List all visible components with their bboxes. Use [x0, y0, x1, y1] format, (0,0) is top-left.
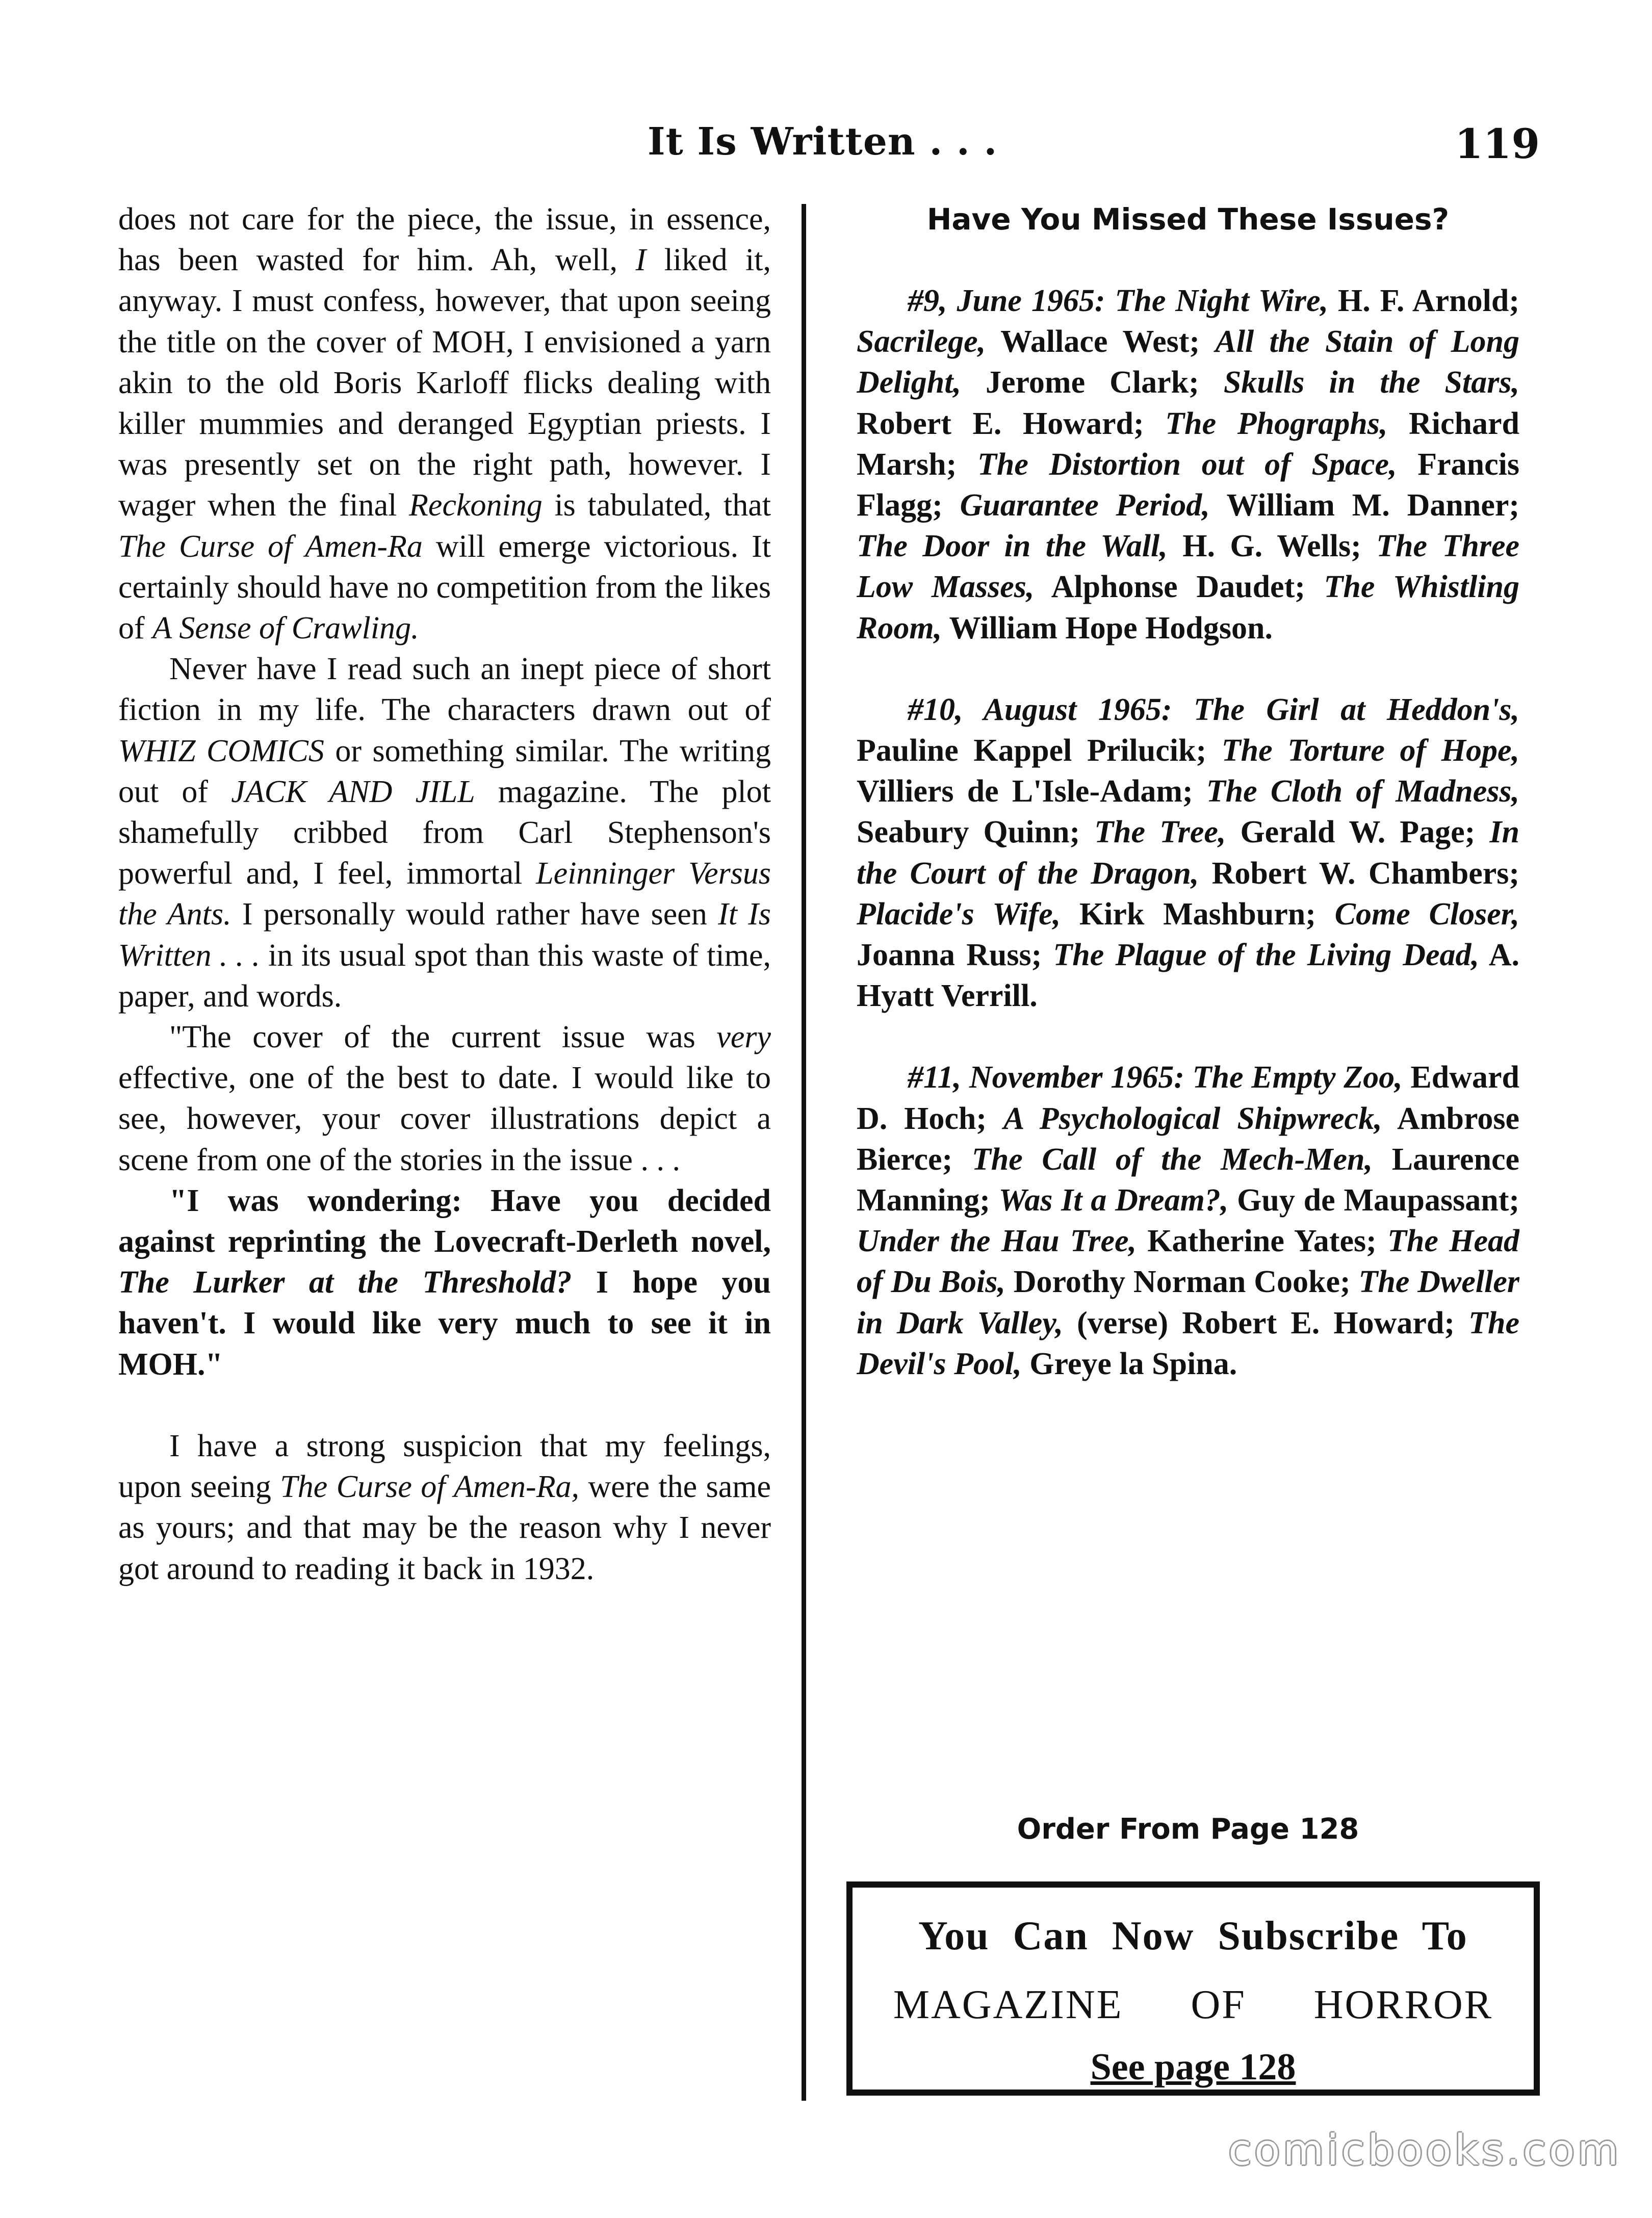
magazine-name: MAGAZINE OF HORROR: [893, 1982, 1493, 2027]
letters-column: [118, 199, 771, 2106]
italic-title: The Dweller in Dark Valley,: [857, 1265, 1519, 1340]
text-run: effective, one of the best to date. I would like to see, however, your cover illustrations depict a scene from one of the stories in the issue . . .: [118, 1061, 771, 1177]
text-run: Greye la Spina.: [1021, 1346, 1237, 1381]
text-run: A. Hyatt Verrill.: [857, 938, 1519, 1014]
text-run: Alphonse Daudet;: [1034, 570, 1324, 605]
watermark: comicbooks.com: [1228, 2126, 1621, 2175]
text-run: Ambrose Bierce;: [857, 1101, 1519, 1177]
italic-title: All the Stain of Long Delight,: [857, 324, 1519, 400]
italic-title: Come Closer,: [1334, 896, 1519, 932]
italic-title: The Tree,: [1094, 815, 1226, 850]
italic-title: #9, June 1965: The Night Wire,: [908, 283, 1329, 318]
italic-title: Guarantee Period,: [960, 488, 1210, 523]
text-run: Dorothy Norman Cooke;: [1005, 1265, 1359, 1300]
order-note: Order From Page 128: [1017, 1813, 1359, 1846]
text-run: (verse) Robert E. Howard;: [1063, 1305, 1469, 1340]
italic-title: The Door in the Wall,: [857, 529, 1168, 564]
text-run: Villiers de L'Isle-Adam;: [857, 774, 1206, 809]
text-run: does not care for the piece, the issue, in essence, has been wasted for him. Ah, well,: [118, 202, 771, 278]
text-run: Joanna Russ;: [857, 938, 1053, 973]
italic-title: WHIZ COMICS: [118, 733, 324, 768]
italic-title: The Curse of Amen-Ra,: [280, 1469, 580, 1505]
issue-listing-11: [857, 1057, 1519, 1384]
subscribe-line: You Can Now Subscribe To: [918, 1914, 1468, 1958]
italic-title: The Distortion out of Space,: [977, 447, 1397, 482]
column-divider: [802, 204, 806, 2101]
text-run: "The cover of the current issue was: [169, 1020, 717, 1055]
text-run: Guy de Maupassant;: [1228, 1183, 1519, 1218]
italic-title: The Lurker at the Threshold?: [118, 1265, 572, 1300]
text-run: Jerome Clark;: [961, 365, 1224, 400]
italic-title: A Psychological Shipwreck,: [1003, 1101, 1382, 1136]
italic-title: The Call of the Mech-Men,: [971, 1142, 1373, 1177]
text-run: Robert E. Howard;: [857, 406, 1166, 441]
italic-title: It Is Written . . .: [118, 897, 771, 973]
text-run: liked it, anyway. I must confess, however, that upon seeing the title on the cover of MOH, I envisioned a yarn akin to the old Boris Karloff flicks dealing with killer mummies and deranged Egyptian priests. I was presently set on the right path, however. I wager when the final: [118, 243, 771, 523]
italic-title: #11, November 1965: The Empty Zoo,: [908, 1060, 1403, 1095]
text-run: H. F. Arnold;: [1328, 283, 1519, 318]
running-title: It Is Written . . .: [648, 120, 998, 164]
page-number: 119: [1455, 120, 1540, 168]
italic-title: The Plague of the Living Dead,: [1053, 938, 1480, 973]
italic-title: The Devil's Pool,: [857, 1305, 1519, 1381]
text-run: were the same as yours; and that may be the reason why I never got around to reading it back in 1932.: [118, 1469, 771, 1586]
issue-listing-10: [857, 689, 1519, 1017]
running-header: [648, 120, 1540, 176]
text-run: Francis Flagg;: [857, 447, 1519, 523]
text-run: H. G. Wells;: [1167, 529, 1377, 564]
letter-paragraph: [118, 1180, 771, 1385]
italic-title: Reckoning: [409, 488, 543, 523]
back-issues-heading: Have You Missed These Issues?: [926, 202, 1450, 237]
text-run: I personally would rather have seen: [231, 897, 718, 932]
italic-title: Placide's Wife,: [857, 896, 1061, 932]
italic-title: The Whistling Room,: [857, 570, 1519, 646]
text-run: I hope you haven't. I would like very much to see it in MOH.": [118, 1265, 771, 1382]
italic-title: Under the Hau Tree,: [857, 1224, 1137, 1259]
italic-title: I: [635, 243, 647, 278]
italic-title: The Curse of Amen-Ra: [118, 529, 423, 564]
italic-title: In the Court of the Dragon,: [857, 815, 1519, 891]
issue-listing-9: [857, 280, 1519, 649]
letter-paragraph: [118, 649, 771, 1017]
italic-title: A Sense of Crawling.: [152, 611, 419, 646]
text-run: Richard Marsh;: [857, 406, 1519, 482]
text-run: in its usual spot than this waste of time, paper, and words.: [118, 938, 771, 1014]
text-run: "I was wondering: Have you decided against reprinting the Lovecraft-Derleth novel,: [118, 1183, 771, 1259]
text-run: Edward D. Hoch;: [857, 1060, 1519, 1136]
italic-title: JACK AND JILL: [231, 774, 475, 809]
text-run: William Hope Hodgson.: [942, 610, 1273, 646]
text-run: or something similar. The writing out of: [118, 733, 771, 809]
italic-title: Was It a Dream?,: [998, 1183, 1229, 1218]
letter-paragraph: [118, 1017, 771, 1180]
text-run: Pauline Kappel Prilucik;: [857, 733, 1222, 768]
text-run: is tabulated, that: [542, 488, 771, 523]
text-run: Gerald W. Page;: [1226, 815, 1490, 850]
text-run: Laurence Manning;: [857, 1142, 1519, 1218]
text-run: Katherine Yates;: [1136, 1224, 1388, 1259]
text-run: I have a strong suspicion that my feelings, upon seeing: [118, 1428, 771, 1505]
italic-title: very: [716, 1020, 771, 1055]
italic-title: The Cloth of Madness,: [1206, 774, 1519, 809]
text-run: William M. Danner;: [1209, 488, 1519, 523]
italic-title: The Phographs,: [1165, 406, 1388, 441]
italic-title: Skulls in the Stars,: [1223, 365, 1519, 400]
text-run: Wallace West;: [986, 324, 1216, 359]
text-run: Robert W. Chambers;: [1199, 856, 1519, 891]
text-run: magazine. The plot shamefully cribbed from Carl Stephenson's powerful and, I feel, immortal: [118, 774, 771, 891]
subscribe-box: [846, 1881, 1540, 2096]
back-issues-column: [857, 199, 1519, 1887]
italic-title: The Head of Du Bois,: [857, 1224, 1519, 1300]
editor-reply: [118, 1426, 771, 1589]
italic-title: #10, August 1965: The Girl at Heddon's,: [908, 692, 1519, 727]
italic-title: The Torture of Hope,: [1221, 733, 1519, 768]
subscribe-page-ref: See page 128: [1090, 2046, 1296, 2088]
text-run: Kirk Mashburn;: [1061, 896, 1335, 932]
text-run: will emerge victorious. It certainly should have no competition from the likes of: [118, 529, 771, 646]
text-run: Seabury Quinn;: [857, 815, 1095, 850]
italic-title: Leinninger Versus the Ants.: [118, 856, 771, 932]
text-run: Never have I read such an inept piece of short fiction in my life. The characters drawn out of: [118, 652, 771, 728]
italic-title: The Three Low Masses,: [857, 529, 1519, 605]
italic-title: Sacrilege,: [857, 324, 986, 359]
letter-paragraph: [118, 199, 771, 649]
